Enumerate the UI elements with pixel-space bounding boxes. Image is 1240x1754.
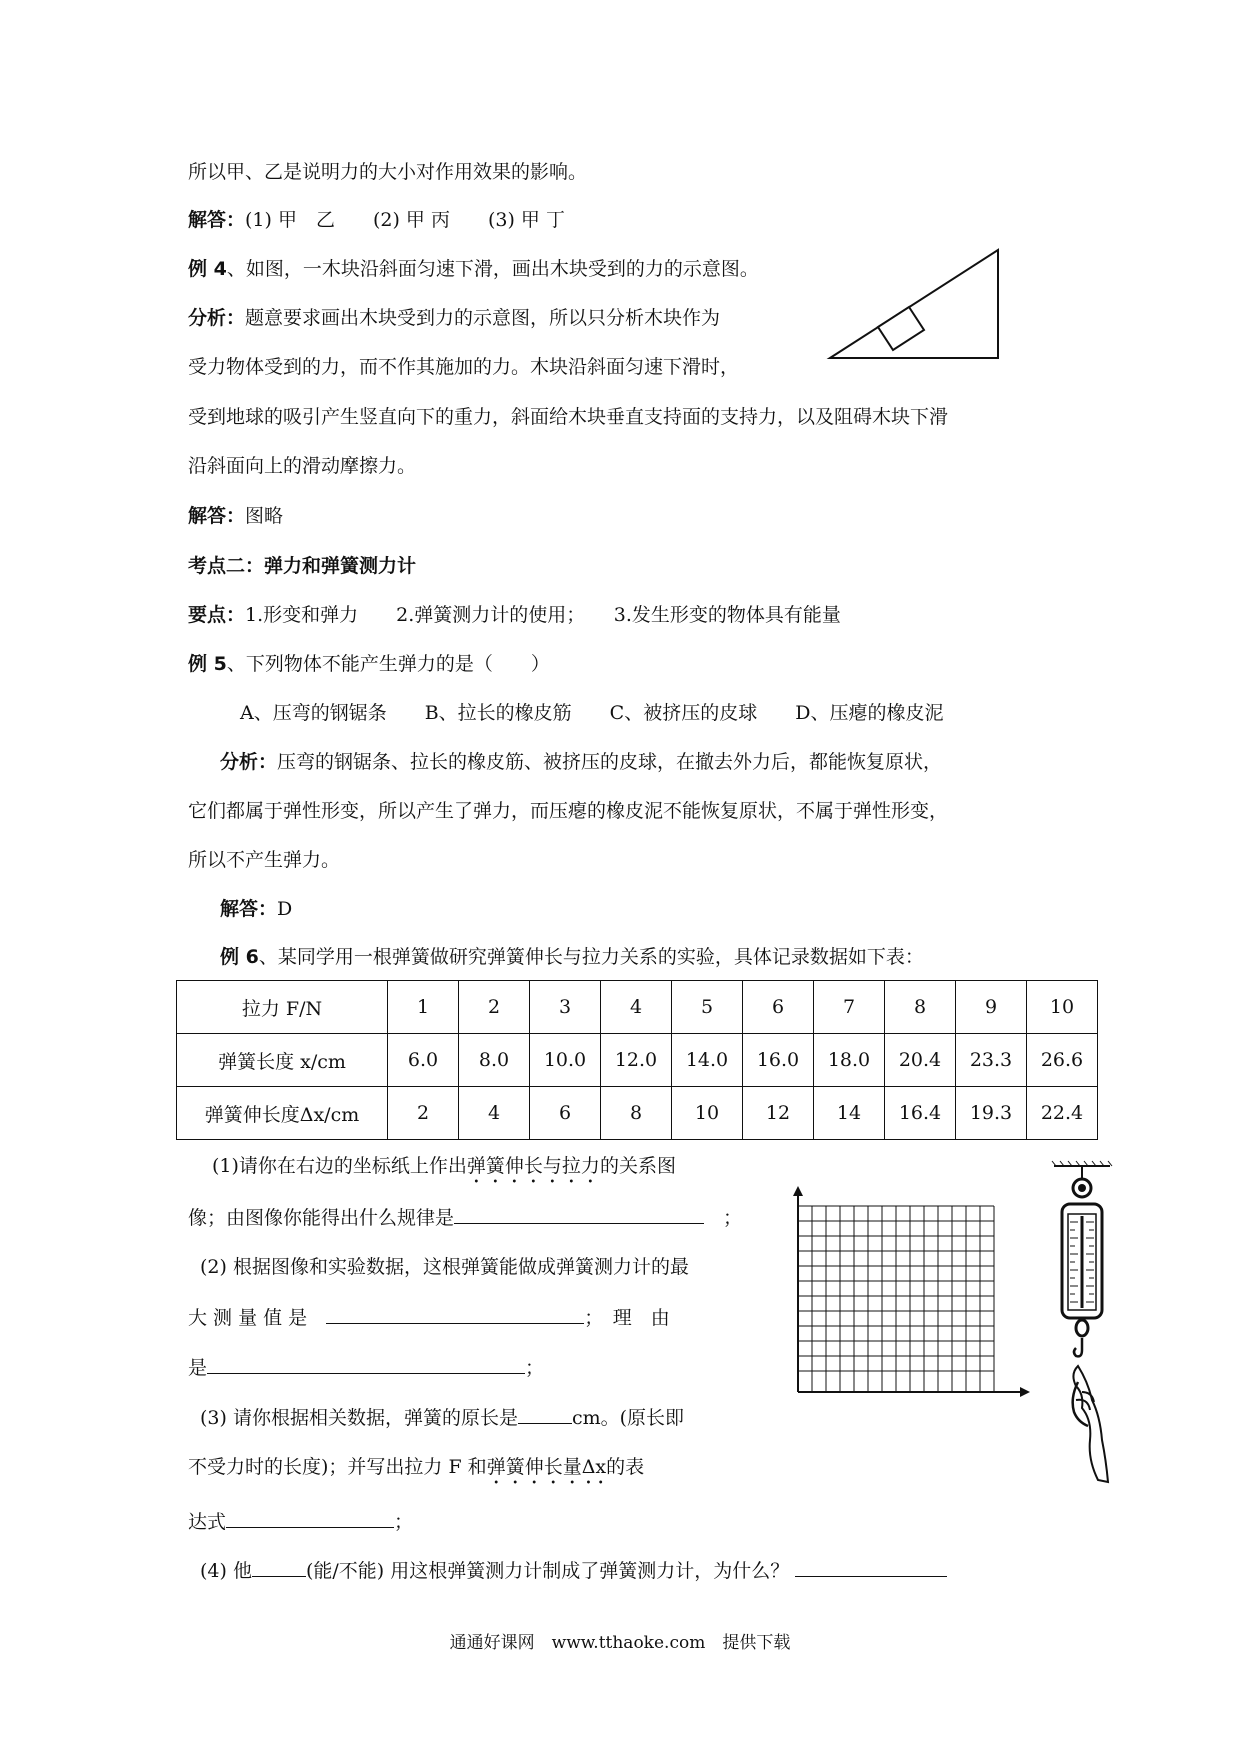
table-cell: 10.0 bbox=[530, 1034, 601, 1087]
answer-blank[interactable] bbox=[518, 1403, 572, 1424]
question-text: ； 理 由 bbox=[584, 1307, 670, 1329]
answer-text: (1) 甲 乙 (2) 甲 丙 (3) 甲 丁 bbox=[245, 209, 565, 231]
question-text: 的关系图 bbox=[599, 1155, 676, 1177]
example-label: 例 5 bbox=[188, 653, 227, 675]
data-table bbox=[176, 980, 1098, 1140]
text-line: 它们都属于弹性形变，所以产生了弹力，而压瘪的橡皮泥不能恢复原状，不属于弹性形变， bbox=[188, 800, 949, 822]
question-1b bbox=[188, 1203, 742, 1232]
table-cell: 3 bbox=[530, 981, 601, 1034]
question-text: 像；由图像你能得出什么规律是 bbox=[188, 1207, 455, 1229]
table-cell: 19.3 bbox=[956, 1087, 1027, 1140]
answer-blank[interactable] bbox=[226, 1507, 394, 1528]
question-text: (能/不能) 用这根弹簧测力计制成了弹簧测力计，为什么？ bbox=[305, 1560, 790, 1582]
footer: 通通好课网 www.tthaoke.com 提供下载 bbox=[449, 1633, 791, 1653]
example-5-line bbox=[188, 650, 550, 678]
analysis-label: 分析： bbox=[220, 751, 278, 773]
question-text: ； bbox=[394, 1511, 414, 1533]
analysis-line bbox=[188, 304, 720, 332]
table-cell: 4 bbox=[601, 981, 672, 1034]
question-3b bbox=[188, 1453, 644, 1489]
answer-blank[interactable] bbox=[454, 1203, 704, 1224]
question-text: 不受力时的长度)；并写出拉力 F 和 bbox=[188, 1456, 487, 1478]
example-text: 、如图，一木块沿斜面匀速下滑，画出木块受到的力的示意图。 bbox=[226, 258, 759, 280]
table-cell: 20.4 bbox=[885, 1034, 956, 1087]
answer-label: 解答： bbox=[188, 209, 246, 231]
question-2b bbox=[188, 1303, 670, 1332]
answer-label: 解答： bbox=[188, 505, 246, 527]
answer-blank[interactable] bbox=[252, 1556, 306, 1577]
table-cell: 7 bbox=[814, 981, 885, 1034]
row-header: 拉力 F/N bbox=[177, 981, 388, 1034]
answer-label: 解答： bbox=[220, 898, 278, 920]
example-4-line bbox=[188, 255, 759, 283]
table-cell: 10 bbox=[1027, 981, 1098, 1034]
example-label: 例 4 bbox=[188, 258, 227, 280]
table-row bbox=[177, 981, 1098, 1034]
table-row bbox=[177, 1087, 1098, 1140]
key-points-line bbox=[188, 601, 841, 629]
answer-line bbox=[188, 206, 565, 234]
answer-line bbox=[220, 895, 292, 923]
emphasized-text: 弹簧伸长量Δx bbox=[486, 1456, 607, 1478]
question-text: (4) 他 bbox=[200, 1560, 252, 1582]
table-cell: 18.0 bbox=[814, 1034, 885, 1087]
section-heading: 考点二：弹力和弹簧测力计 bbox=[188, 555, 417, 577]
table-cell: 22.4 bbox=[1027, 1087, 1098, 1140]
question-text: 达式 bbox=[188, 1511, 227, 1533]
table-cell: 12.0 bbox=[601, 1034, 672, 1087]
table-cell: 2 bbox=[459, 981, 530, 1034]
table-cell: 6 bbox=[743, 981, 814, 1034]
table-cell: 26.6 bbox=[1027, 1034, 1098, 1087]
table-cell: 23.3 bbox=[956, 1034, 1027, 1087]
spring-scale-icon bbox=[1048, 1160, 1118, 1490]
table-cell: 16.4 bbox=[885, 1087, 956, 1140]
question-4 bbox=[200, 1556, 947, 1585]
question-2c bbox=[188, 1353, 544, 1382]
answer-text: 图略 bbox=[245, 505, 284, 527]
key-points-text: 1.形变和弹力 2.弹簧测力计的使用； 3.发生形变的物体具有能量 bbox=[245, 604, 841, 626]
y-axis-arrow-icon bbox=[793, 1186, 803, 1196]
table-cell: 6 bbox=[530, 1087, 601, 1140]
wood-block bbox=[878, 307, 924, 350]
table-cell: 14.0 bbox=[672, 1034, 743, 1087]
table-cell: 8.0 bbox=[459, 1034, 530, 1087]
question-text: ； bbox=[723, 1207, 743, 1229]
incline-diagram bbox=[826, 246, 1006, 362]
row-header: 弹簧长度 x/cm bbox=[177, 1034, 388, 1087]
example-6-line bbox=[220, 943, 924, 971]
analysis-line bbox=[220, 748, 942, 776]
answer-blank[interactable] bbox=[326, 1303, 584, 1324]
table-cell: 10 bbox=[672, 1087, 743, 1140]
options-line: A、压弯的钢锯条 B、拉长的橡皮筋 C、被挤压的皮球 D、压瘪的橡皮泥 bbox=[240, 702, 944, 724]
answer-text: D bbox=[277, 898, 293, 920]
example-text: 、下列物体不能产生弹力的是（ ） bbox=[226, 653, 550, 675]
table-cell: 14 bbox=[814, 1087, 885, 1140]
example-text: 、某同学用一根弹簧做研究弹簧伸长与拉力关系的实验，具体记录数据如下表： bbox=[258, 946, 924, 968]
question-3c bbox=[188, 1507, 413, 1536]
coordinate-grid bbox=[784, 1186, 1034, 1406]
question-2a: (2) 根据图像和实验数据，这根弹簧能做成弹簧测力计的最 bbox=[200, 1256, 689, 1278]
question-1a bbox=[212, 1152, 676, 1188]
answer-blank[interactable] bbox=[795, 1556, 947, 1577]
table-cell: 8 bbox=[885, 981, 956, 1034]
text-line: 所以甲、乙是说明力的大小对作用效果的影响。 bbox=[188, 161, 588, 183]
incline-triangle bbox=[830, 250, 998, 358]
question-text: 大 测 量 值 是 bbox=[188, 1307, 308, 1329]
text-line: 受力物体受到的力，而不作其施加的力。木块沿斜面匀速下滑时， bbox=[188, 356, 740, 378]
table-cell: 6.0 bbox=[388, 1034, 459, 1087]
analysis-text: 压弯的钢锯条、拉长的橡皮筋、被挤压的皮球，在撤去外力后，都能恢复原状， bbox=[277, 751, 943, 773]
text-line: 所以不产生弹力。 bbox=[188, 849, 341, 871]
table-cell: 9 bbox=[956, 981, 1027, 1034]
question-text: 是 bbox=[188, 1357, 208, 1379]
question-text: cm。(原长即 bbox=[571, 1407, 685, 1429]
key-points-label: 要点： bbox=[188, 604, 246, 626]
table-cell: 4 bbox=[459, 1087, 530, 1140]
table-cell: 8 bbox=[601, 1087, 672, 1140]
analysis-label: 分析： bbox=[188, 307, 246, 329]
table-cell: 2 bbox=[388, 1087, 459, 1140]
table-cell: 12 bbox=[743, 1087, 814, 1140]
question-text: (3) 请你根据相关数据，弹簧的原长是 bbox=[200, 1407, 518, 1429]
text-line: 受到地球的吸引产生竖直向下的重力，斜面给木块垂直支持面的支持力，以及阻碍木块下滑 bbox=[188, 406, 949, 428]
table-cell: 16.0 bbox=[743, 1034, 814, 1087]
question-3a bbox=[200, 1403, 684, 1432]
table-cell: 5 bbox=[672, 981, 743, 1034]
example-label: 例 6 bbox=[220, 946, 259, 968]
x-axis-arrow-icon bbox=[1020, 1387, 1030, 1397]
answer-line bbox=[188, 502, 283, 530]
analysis-text: 题意要求画出木块受到力的示意图，所以只分析木块作为 bbox=[245, 307, 721, 329]
row-header: 弹簧伸长度Δx/cm bbox=[177, 1087, 388, 1140]
question-text: (1)请你在右边的坐标纸上作出 bbox=[212, 1155, 467, 1177]
question-text: 的表 bbox=[606, 1456, 645, 1478]
text-line: 沿斜面向上的滑动摩擦力。 bbox=[188, 455, 417, 477]
answer-blank[interactable] bbox=[207, 1353, 525, 1374]
question-text: ； bbox=[525, 1357, 545, 1379]
table-row bbox=[177, 1034, 1098, 1087]
table-cell: 1 bbox=[388, 981, 459, 1034]
emphasized-text: 弹簧伸长与拉力 bbox=[466, 1155, 600, 1177]
